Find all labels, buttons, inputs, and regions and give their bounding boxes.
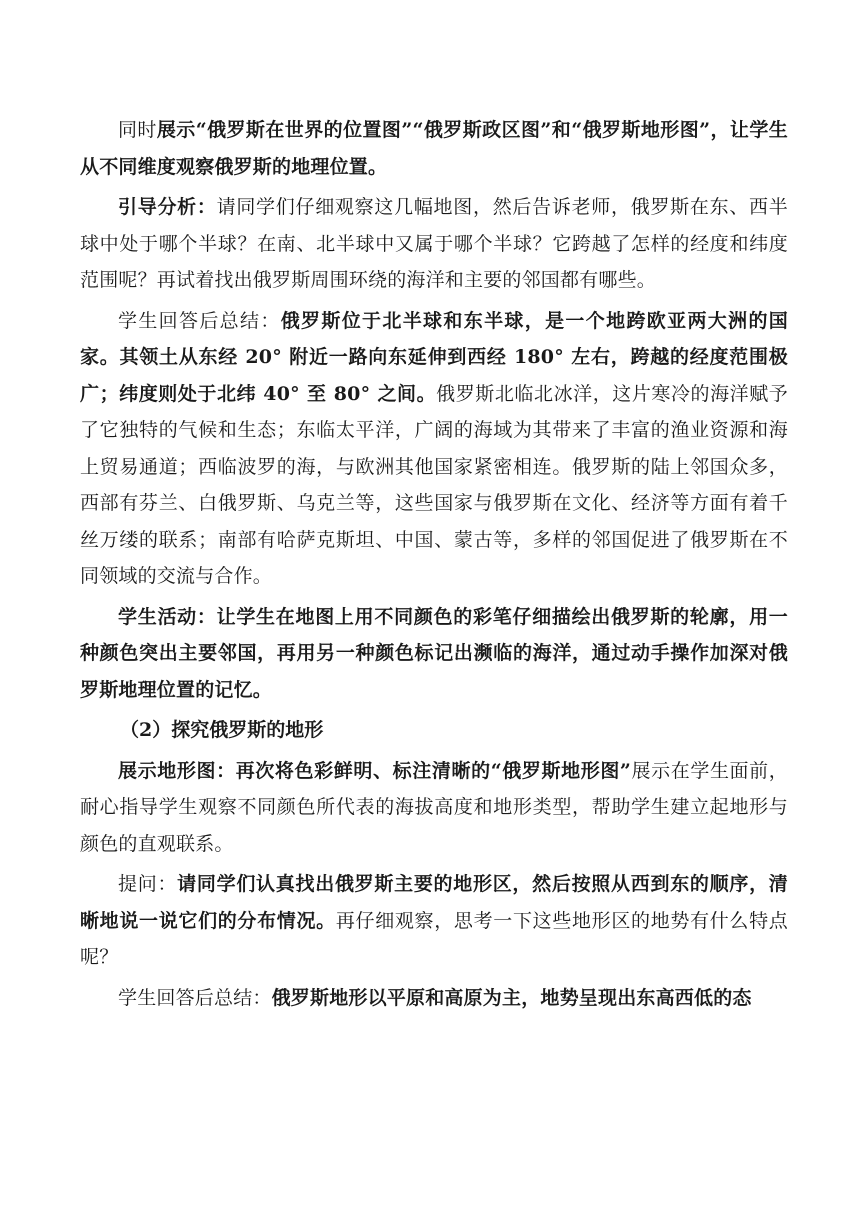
paragraph-guided-analysis [80,189,788,299]
paragraph-bold-text: 展示“俄罗斯在世界的位置图”“俄罗斯政区图”和“俄罗斯地形图”，让学生从不同维度观察俄罗斯的地理位置。 [80,119,788,178]
paragraph-summary-location [80,303,788,595]
paragraph-text: 请同学们仔细观察这几幅地图，然后告诉老师，俄罗斯在东、西半球中处于哪个半球？在南、北半球中又属于哪个半球？它跨越了怎样的经度和纬度范围呢？再试着找出俄罗斯周围环绕的海洋和主要的邻国都有哪些。 [80,196,788,291]
paragraph-show-maps [80,112,788,185]
paragraph-text: 展示在学生面前，耐心指导学生观察不同颜色所代表的海拔高度和地形类型，帮助学生建立起地形与颜色的直观联系。 [80,759,788,855]
paragraph-question [80,866,788,976]
paragraph-label: 学生回答后总结： [118,309,281,332]
paragraph-student-activity [80,599,788,709]
paragraph-label: 引导分析： [118,196,217,218]
paragraph-label: 提问： [118,873,178,895]
paragraph-text: 再仔细观察，思考一下这些地形区的地势有什么特点呢？ [80,909,788,968]
section-heading: （2）探究俄罗斯的地形 [120,719,324,741]
paragraph-bold-text: 展示地形图：再次将色彩鲜明、标注清晰的“俄罗斯地形图” [118,759,632,782]
paragraph-summary-terrain [80,980,788,1017]
paragraph-lead: 同时 [118,119,157,141]
paragraph-bold-text: 请同学们认真找出俄罗斯主要的地形区，然后按照从西到东的顺序，清晰地说一说它们的分布情况。 [80,873,788,932]
paragraph-bold-text: 俄罗斯位于北半球和东半球，是一个地跨欧亚两大洲的国家。其领土从东经 20° 附近一路向东延伸到西经 180° 左右，跨越的经度范围极广；纬度则处于北纬 40° 至 80° 之间。 [80,309,788,405]
paragraph-text: 俄罗斯北临北冰洋，这片寒冷的海洋赋予了它独特的气候和生态；东临太平洋，广阔的海域为其带来了丰富的渔业资源和海上贸易通道；西临波罗的海，与欧洲其他国家紧密相连。俄罗斯的陆上邻国众多，西部有芬兰、白俄罗斯、乌克兰等，这些国家与俄罗斯在文化、经济等方面有着千丝万缕的联系；南部有哈萨克斯坦、中国、蒙古等，多样的邻国促进了俄罗斯在不同领域的交流与合作。 [80,382,788,587]
paragraph-bold-text: 学生活动：让学生在地图上用不同颜色的彩笔仔细描绘出俄罗斯的轮廓，用一种颜色突出主要邻国，再用另一种颜色标记出濒临的海洋，通过动手操作加深对俄罗斯地理位置的记忆。 [80,605,788,701]
paragraph-bold-text: 俄罗斯地形以平原和高原为主，地势呈现出东高西低的态 [271,986,752,1009]
paragraph-label: 学生回答后总结： [118,986,272,1009]
paragraph-show-terrain-map [80,753,788,863]
